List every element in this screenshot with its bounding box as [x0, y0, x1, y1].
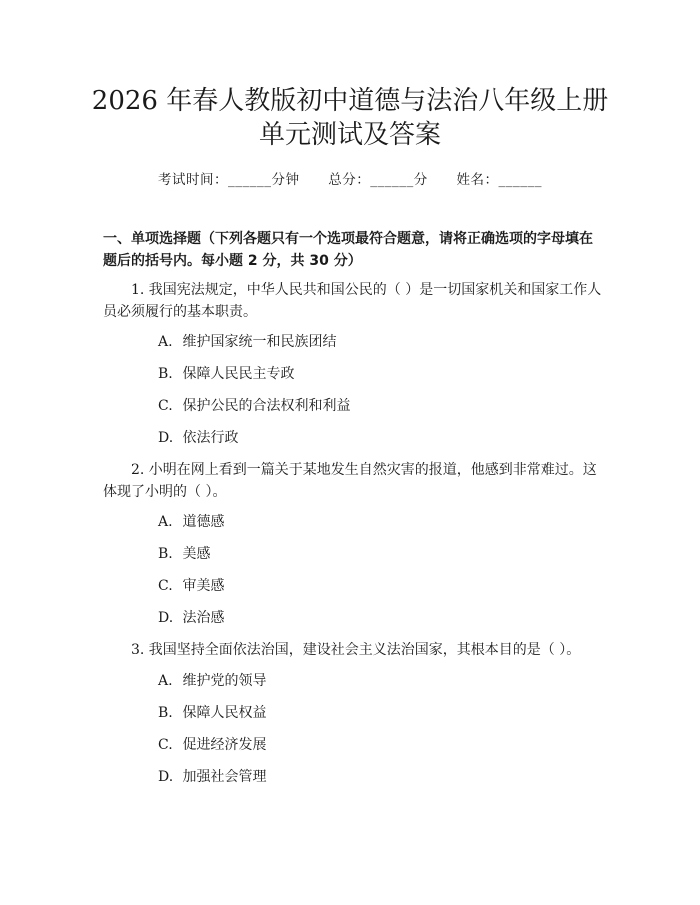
option-text: 维护国家统一和民族团结	[182, 334, 337, 350]
question-1-option-b	[158, 364, 294, 384]
option-letter: C.	[158, 398, 173, 414]
question-2-option-a	[158, 512, 224, 532]
student-name-field: 姓名：______	[456, 172, 543, 188]
option-letter: B.	[158, 366, 173, 382]
option-text: 依法行政	[182, 430, 239, 446]
option-text: 维护党的领导	[182, 673, 267, 689]
option-text: 法治感	[182, 610, 225, 626]
exam-info	[0, 168, 700, 188]
option-text: 保障人民权益	[182, 705, 267, 721]
question-3-option-c	[158, 735, 266, 755]
option-text: 保障人民民主专政	[182, 366, 295, 382]
option-letter: D.	[158, 610, 174, 626]
option-letter: D.	[158, 769, 174, 785]
title-line-1: 2026 年春人教版初中道德与法治八年级上册	[91, 86, 609, 116]
option-text: 美感	[182, 546, 211, 562]
document-title	[0, 84, 700, 152]
option-text: 加强社会管理	[182, 769, 267, 785]
option-letter: A.	[158, 334, 173, 350]
option-letter: B.	[158, 705, 173, 721]
question-3-stem: 3. 我国坚持全面依法治国，建设社会主义法治国家，其根本目的是（ ）。	[131, 642, 581, 658]
question-2-option-d	[158, 608, 224, 628]
question-1-option-d	[158, 428, 238, 448]
question-1-option-c	[158, 396, 350, 416]
option-letter: B.	[158, 546, 173, 562]
question-1-stem: 1. 我国宪法规定，中华人民共和国公民的（ ）是一切国家机关和国家工作人员必须履行的基本职责。	[103, 282, 602, 320]
option-letter: A.	[158, 673, 173, 689]
exam-time-field: 考试时间：______分钟	[157, 172, 300, 188]
question-2-option-b	[158, 544, 210, 564]
question-3-option-b	[158, 703, 266, 723]
question-2-option-c	[158, 576, 224, 596]
option-text: 审美感	[182, 578, 225, 594]
question-1-option-a	[158, 332, 336, 352]
section-heading: 一、单项选择题（下列各题只有一个选项最符合题意，请将正确选项的字母填在题后的括号内。每小题 2 分，共 30 分）	[103, 231, 593, 269]
option-letter: A.	[158, 514, 173, 530]
option-text: 促进经济发展	[182, 737, 267, 753]
title-line-2: 单元测试及答案	[258, 120, 441, 150]
option-text: 保护公民的合法权利和利益	[182, 398, 351, 414]
question-3-option-a	[158, 671, 266, 691]
question-3-option-d	[158, 767, 266, 787]
option-text: 道德感	[182, 514, 225, 530]
option-letter: C.	[158, 578, 173, 594]
total-score-field: 总分：______分	[328, 172, 428, 188]
option-letter: D.	[158, 430, 174, 446]
question-2-stem: 2. 小明在网上看到一篇关于某地发生自然灾害的报道，他感到非常难过。这体现了小明的（ ）。	[103, 462, 597, 500]
option-letter: C.	[158, 737, 173, 753]
